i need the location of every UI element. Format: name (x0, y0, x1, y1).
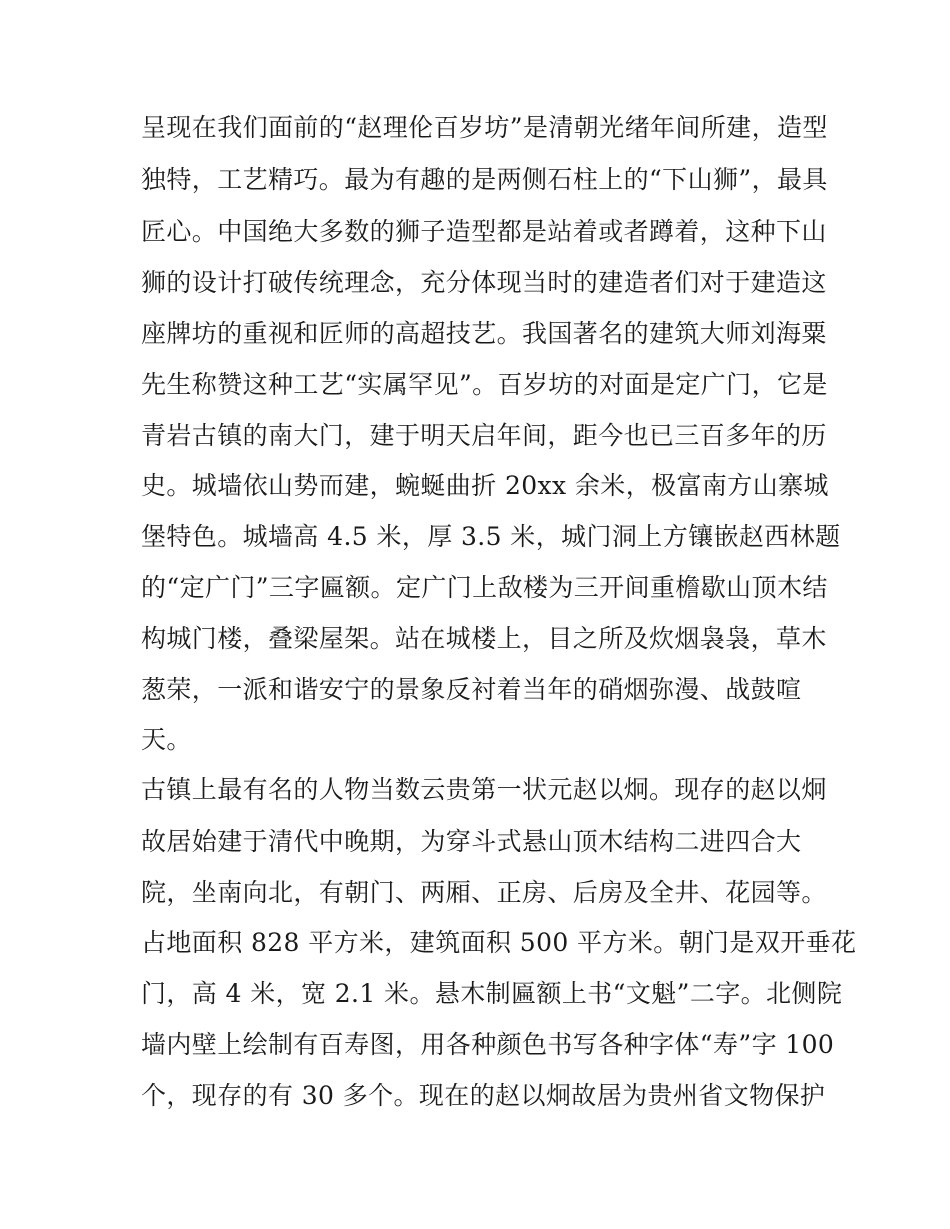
text-line: 堡特色。城墙高 4.5 米，厚 3.5 米，城门洞上方镶嵌赵西林题 (141, 522, 841, 551)
text-line: 独特，工艺精巧。最为有趣的是两侧石柱上的“下山狮”，最具 (141, 165, 828, 194)
text-line: 史。城墙依山势而建，蜿蜒曲折 20xx 余米，极富南方山寨城 (141, 471, 829, 500)
text-line: 构城门楼，叠梁屋架。站在城楼上，目之所及炊烟袅袅，草木 (141, 624, 827, 653)
text-line: 墙内壁上绘制有百寿图，用各种颜色书写各种字体“寿”字 100 (141, 1030, 835, 1059)
text-line: 的“定广门”三字匾额。定广门上敌楼为三开间重檐歇山顶木结 (141, 573, 828, 602)
text-line: 葱荣，一派和谐安宁的景象反衬着当年的硝烟弥漫、战鼓喧 (141, 675, 802, 704)
text-line: 座牌坊的重视和匠师的高超技艺。我国著名的建筑大师刘海粟 (141, 319, 827, 348)
text-line: 古镇上最有名的人物当数云贵第一状元赵以炯。现存的赵以炯 (141, 775, 827, 804)
text-line: 呈现在我们面前的“赵理伦百岁坊”是清朝光绪年间所建，造型 (141, 113, 828, 142)
text-line: 天。 (141, 725, 192, 754)
text-line: 个，现存的有 30 多个。现在的赵以炯故居为贵州省文物保护 (141, 1081, 826, 1110)
text-line: 先生称赞这种工艺“实属罕见”。百岁坊的对面是定广门，它是 (141, 370, 828, 399)
text-line: 占地面积 828 平方米，建筑面积 500 平方米。朝门是双开垂花 (141, 928, 857, 957)
text-line: 狮的设计打破传统理念，充分体现当时的建造者们对于建造这 (141, 268, 827, 297)
text-line: 匠心。中国绝大多数的狮子造型都是站着或者蹲着，这种下山 (141, 217, 827, 246)
text-line: 院，坐南向北，有朝门、两厢、正房、后房及全井、花园等。 (141, 878, 827, 907)
text-line: 青岩古镇的南大门，建于明天启年间，距今也已三百多年的历 (141, 421, 827, 450)
text-line: 门，高 4 米，宽 2.1 米。悬木制匾额上书“文魁”二字。北侧院 (141, 979, 843, 1008)
text-line: 故居始建于清代中晚期，为穿斗式悬山顶木结构二进四合大 (141, 827, 802, 856)
